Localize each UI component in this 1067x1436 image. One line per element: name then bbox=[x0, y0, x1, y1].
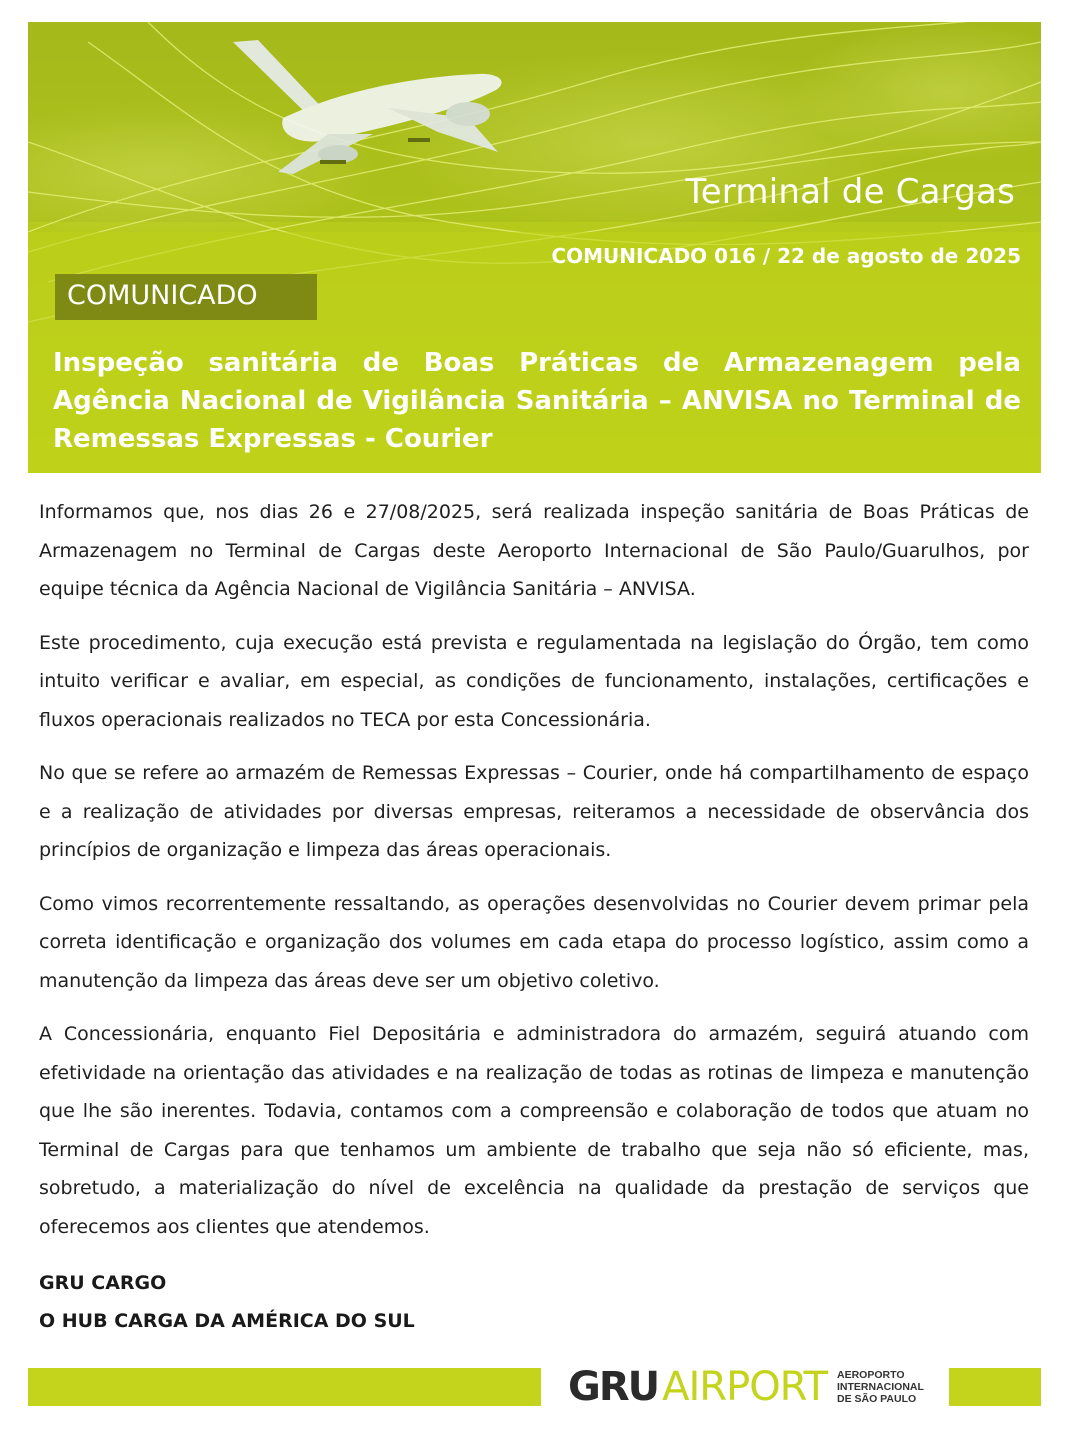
footer-bar-right bbox=[949, 1368, 1041, 1406]
section-title: Terminal de Cargas bbox=[685, 172, 1015, 212]
paragraph: A Concessionária, enquanto Fiel Depositária e administradora do armazém, seguirá atuando com efetividade na orientação das atividades e na realização de todas as rotinas de limpeza e manutenção que lhe são inerentes. Todavia, contamos com a compreensão e colaboração de todos que atuam no Terminal de Cargas para que tenhamos um ambiente de trabalho que seja não só eficiente, mas, sobretudo, a materialização do nível de excelência na qualidade da prestação de serviços que oferecemos aos clientes que atendemos. bbox=[39, 1023, 1029, 1238]
comunicado-tag-label: COMUNICADO bbox=[67, 280, 258, 311]
notice-number: COMUNICADO 016 / 22 de agosto de 2025 bbox=[551, 244, 1021, 268]
notice-body bbox=[39, 493, 1029, 1261]
paragraph: No que se refere ao armazém de Remessas Expressas – Courier, onde há compartilhamento de espaço e a realização de atividades por diversas empresas, reiteramos a necessidade de observância dos princípios de organização e limpeza das áreas operacionais. bbox=[39, 762, 1029, 861]
header-banner bbox=[28, 22, 1041, 473]
logo-gru-text: GRU bbox=[568, 1364, 659, 1410]
paragraph: Informamos que, nos dias 26 e 27/08/2025, será realizada inspeção sanitária de Boas Práticas de Armazenagem no Terminal de Cargas deste Aeroporto Internacional de São Paulo/Guarulhos, por equipe técnica da Agência Nacional de Vigilância Sanitária – ANVISA. bbox=[39, 501, 1029, 600]
gru-airport-logo bbox=[568, 1363, 924, 1411]
comunicado-tag bbox=[55, 274, 317, 320]
signature bbox=[39, 1264, 415, 1340]
logo-subtitle-line: INTERNACIONAL bbox=[837, 1381, 924, 1393]
paragraph: Como vimos recorrentemente ressaltando, as operações desenvolvidas no Courier devem primar pela correta identificação e organização dos volumes em cada etapa do processo logístico, assim como a manutenção da limpeza das áreas deve ser um objetivo coletivo. bbox=[39, 892, 1029, 992]
paragraph: Este procedimento, cuja execução está prevista e regulamentada na legislação do Órgão, tem como intuito verificar e avaliar, em especial, as condições de funcionamento, instalações, certificações e fluxos operacionais realizados no TECA por esta Concessionária. bbox=[39, 631, 1029, 731]
logo-airport-text: AIRPORT bbox=[662, 1364, 827, 1410]
logo-subtitle-line: DE SÃO PAULO bbox=[837, 1393, 917, 1405]
logo-subtitle bbox=[837, 1369, 924, 1405]
logo-subtitle-line: AEROPORTO bbox=[837, 1369, 905, 1381]
headline: Inspeção sanitária de Boas Práticas de Armazenagem pela Agência Nacional de Vigilância Sanitária – ANVISA no Terminal de Remessas Expressas - Courier bbox=[53, 348, 1021, 454]
signature-line-1: GRU CARGO bbox=[39, 1272, 167, 1294]
signature-line-2: O HUB CARGA DA AMÉRICA DO SUL bbox=[39, 1310, 415, 1332]
footer-bar-left bbox=[28, 1368, 541, 1406]
